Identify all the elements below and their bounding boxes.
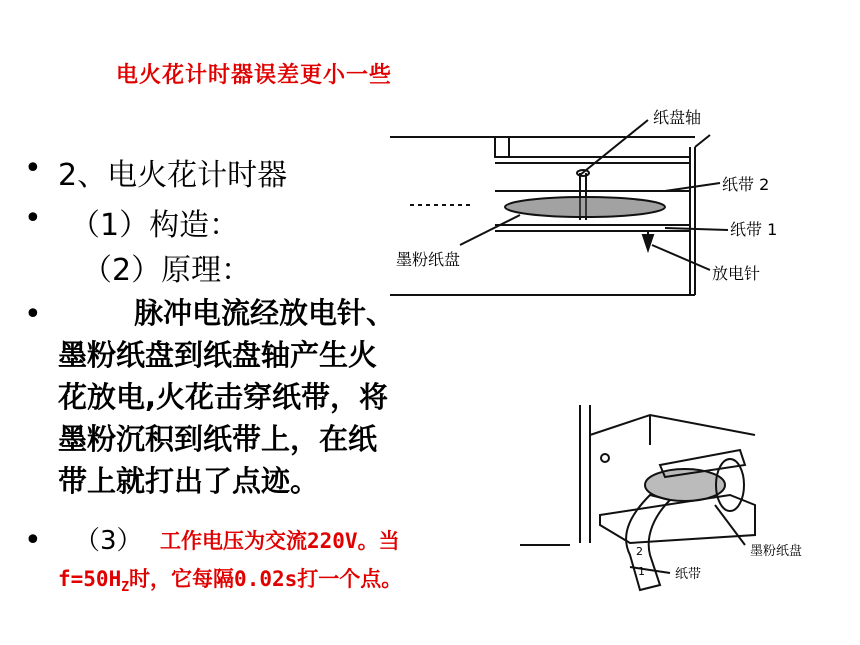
principle-line: 墨粉纸盘到纸盘轴产生火 <box>58 338 378 372</box>
label-number-2: 2 <box>636 545 643 558</box>
bullet-title: 2、电火花计时器 <box>58 158 288 193</box>
frequency-subscript: Z <box>121 580 130 596</box>
bullet-dot: • <box>24 297 42 332</box>
label-tape: 纸带 <box>675 567 702 582</box>
frequency-text: f=50H <box>58 567 122 591</box>
label-toner-disc-2: 墨粉纸盘 <box>750 544 803 559</box>
voltage-prefix: （3） <box>74 526 143 556</box>
bullet-dot: • <box>24 151 42 186</box>
principle-line: 带上就打出了点迹。 <box>58 464 320 498</box>
principle-line: 花放电,火花击穿纸带，将 <box>58 380 389 414</box>
label-number-1: 1 <box>638 565 645 578</box>
principle-paragraph <box>58 292 478 502</box>
bullet-dot: • <box>24 201 42 236</box>
label-tape-1: 纸带 1 <box>730 220 778 239</box>
structure-label: （1）构造： <box>70 208 240 243</box>
voltage-text-line2 <box>58 563 402 595</box>
interval-text: 时，它每隔0.02s打一个点。 <box>129 567 403 591</box>
principle-label: （2）原理： <box>82 253 252 288</box>
label-tape-2: 纸带 2 <box>722 175 770 194</box>
label-discharge-needle: 放电针 <box>712 264 761 283</box>
principle-line: 墨粉沉积到纸带上，在纸 <box>58 422 378 456</box>
principle-line: 脉冲电流经放电针、 <box>134 296 396 330</box>
label-paper-axis: 纸盘轴 <box>653 108 702 127</box>
bullet-dot: • <box>24 523 42 558</box>
perspective-diagram <box>510 395 830 605</box>
header-note: 电火花计时器误差更小一些 <box>116 63 393 88</box>
label-toner-disc: 墨粉纸盘 <box>396 250 461 269</box>
voltage-text-line1: 工作电压为交流220V。当 <box>160 529 400 553</box>
structure-diagram <box>380 95 800 305</box>
